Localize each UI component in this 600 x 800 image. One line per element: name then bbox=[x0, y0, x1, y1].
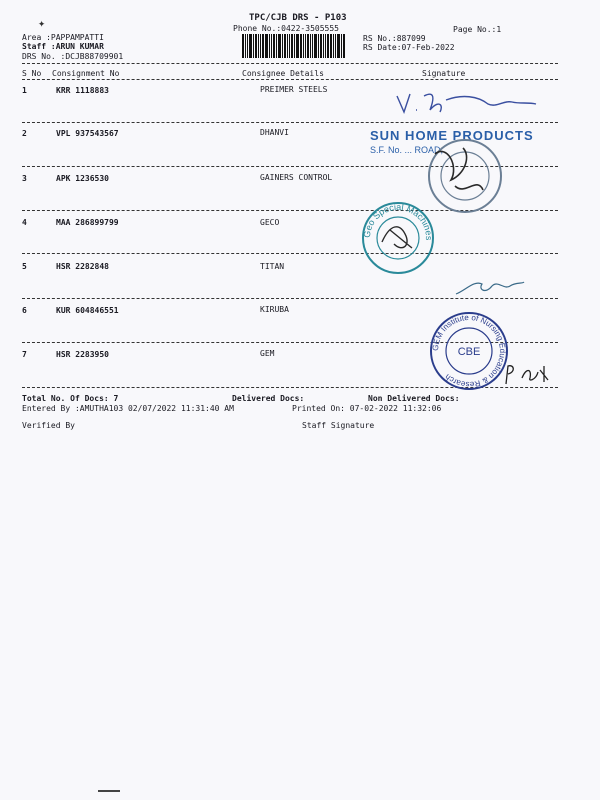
signature-row-7 bbox=[500, 360, 556, 388]
row-sno: 2 bbox=[22, 129, 27, 138]
barcode-bar bbox=[333, 34, 334, 58]
drs-number: DRS No. :DCJB88709901 bbox=[22, 52, 124, 61]
row-sno: 4 bbox=[22, 218, 27, 227]
barcode-bar bbox=[312, 34, 313, 58]
row-consignee: DHANVI bbox=[260, 128, 289, 137]
barcode bbox=[242, 34, 357, 58]
barcode-bar bbox=[330, 34, 332, 58]
svg-text:CBE: CBE bbox=[457, 346, 481, 358]
phone-number: Phone No.:0422-3505555 bbox=[233, 24, 339, 33]
barcode-bar bbox=[276, 34, 277, 58]
barcode-bar bbox=[327, 34, 329, 58]
row-consignee: GECO bbox=[260, 218, 280, 227]
logo-mark-icon: ✦ bbox=[38, 16, 46, 30]
signature-row-5 bbox=[452, 272, 528, 300]
barcode-bar bbox=[260, 34, 261, 58]
staff-label: Staff :ARUN KUMAR bbox=[22, 42, 104, 51]
row-consignee: TITAN bbox=[260, 262, 285, 271]
staff-signature-label: Staff Signature bbox=[302, 421, 375, 430]
row-consignee: KIRUBA bbox=[260, 305, 289, 314]
barcode-bar bbox=[303, 34, 304, 58]
row-consignment: MAA 286899799 bbox=[56, 218, 119, 227]
column-header-consignee: Consignee Details bbox=[242, 69, 324, 78]
barcode-bar bbox=[314, 34, 317, 58]
row-sno: 6 bbox=[22, 306, 27, 315]
row-sno: 1 bbox=[22, 86, 27, 95]
gem-institute-stamp bbox=[428, 310, 510, 392]
row-consignment: APK 1236530 bbox=[56, 174, 109, 183]
row-consignment: HSR 2283950 bbox=[56, 350, 109, 359]
barcode-bar bbox=[335, 34, 336, 58]
barcode-bar bbox=[242, 34, 244, 58]
row-sno: 7 bbox=[22, 350, 27, 359]
printed-on: Printed On: 07-02-2022 11:32:06 bbox=[292, 404, 442, 413]
rs-date: RS Date:07-Feb-2022 bbox=[363, 43, 455, 52]
barcode-bar bbox=[271, 34, 272, 58]
row-sno: 3 bbox=[22, 174, 27, 183]
non-delivered-docs: Non Delivered Docs: bbox=[368, 394, 460, 403]
barcode-bar bbox=[289, 34, 290, 58]
row-sno: 5 bbox=[22, 262, 27, 271]
rs-number: RS No.:887099 bbox=[363, 34, 426, 43]
row-consignment: KRR 1118883 bbox=[56, 86, 109, 95]
column-header-consignment: Consignment No bbox=[52, 69, 120, 78]
barcode-bar bbox=[278, 34, 281, 58]
barcode-bar bbox=[343, 34, 345, 58]
area-label: Area :PAPPAMPATTI bbox=[22, 33, 104, 42]
row-consignee: GEM bbox=[260, 349, 275, 358]
row-consignment: KUR 604846551 bbox=[56, 306, 119, 315]
verified-by: Verified By bbox=[22, 421, 75, 430]
barcode-bar bbox=[273, 34, 275, 58]
barcode-bar bbox=[341, 34, 342, 58]
divider bbox=[22, 63, 558, 64]
barcode-bar bbox=[245, 34, 246, 58]
svg-text:GEM Institute of Nursing Educa: GEM Institute of Nursing Education & Research bbox=[430, 312, 508, 390]
row-consignment: HSR 2282848 bbox=[56, 262, 109, 271]
barcode-bar bbox=[284, 34, 286, 58]
document-title: TPC/CJB DRS - P103 bbox=[249, 13, 347, 23]
svg-text:Geo Special Machines: Geo Special Machines bbox=[361, 201, 435, 241]
barcode-bar bbox=[258, 34, 259, 58]
total-docs: Total No. Of Docs: 7 bbox=[22, 394, 119, 403]
barcode-bar bbox=[320, 34, 322, 58]
barcode-bar bbox=[294, 34, 295, 58]
barcode-bar bbox=[255, 34, 257, 58]
column-header-signature: Signature bbox=[422, 69, 466, 78]
row-consignee: PREIMER STEELS bbox=[260, 85, 328, 94]
geco-stamp bbox=[360, 200, 436, 276]
barcode-bar bbox=[307, 34, 309, 58]
divider bbox=[22, 79, 558, 80]
barcode-bar bbox=[287, 34, 288, 58]
column-header-sno: S No bbox=[22, 69, 42, 78]
barcode-bar bbox=[249, 34, 252, 58]
divider bbox=[22, 122, 558, 123]
barcode-bar bbox=[337, 34, 340, 58]
entered-by: Entered By :AMUTHA103 02/07/2022 11:31:40 AM bbox=[22, 404, 234, 413]
row-consignee: GAINERS CONTROL bbox=[260, 173, 333, 182]
barcode-bar bbox=[296, 34, 299, 58]
page-number: Page No.:1 bbox=[453, 25, 502, 34]
barcode-bar bbox=[265, 34, 268, 58]
barcode-bar bbox=[262, 34, 264, 58]
barcode-bar bbox=[247, 34, 248, 58]
barcode-bar bbox=[318, 34, 319, 58]
barcode-bar bbox=[310, 34, 311, 58]
barcode-bar bbox=[282, 34, 283, 58]
row-consignment: VPL 937543567 bbox=[56, 129, 119, 138]
company-seal bbox=[425, 136, 505, 216]
barcode-bar bbox=[323, 34, 324, 58]
barcode-bar bbox=[300, 34, 302, 58]
scan-mark bbox=[98, 790, 120, 792]
signature-row-1 bbox=[392, 86, 542, 118]
divider bbox=[22, 253, 558, 254]
barcode-bar bbox=[325, 34, 326, 58]
barcode-bar bbox=[253, 34, 254, 58]
barcode-bar bbox=[269, 34, 270, 58]
barcode-bar bbox=[305, 34, 306, 58]
delivered-docs: Delivered Docs: bbox=[232, 394, 305, 403]
barcode-bar bbox=[291, 34, 293, 58]
sun-home-products-stamp: SUN HOME PRODUCTS S.F. No. ... ROAD, bbox=[370, 128, 534, 155]
